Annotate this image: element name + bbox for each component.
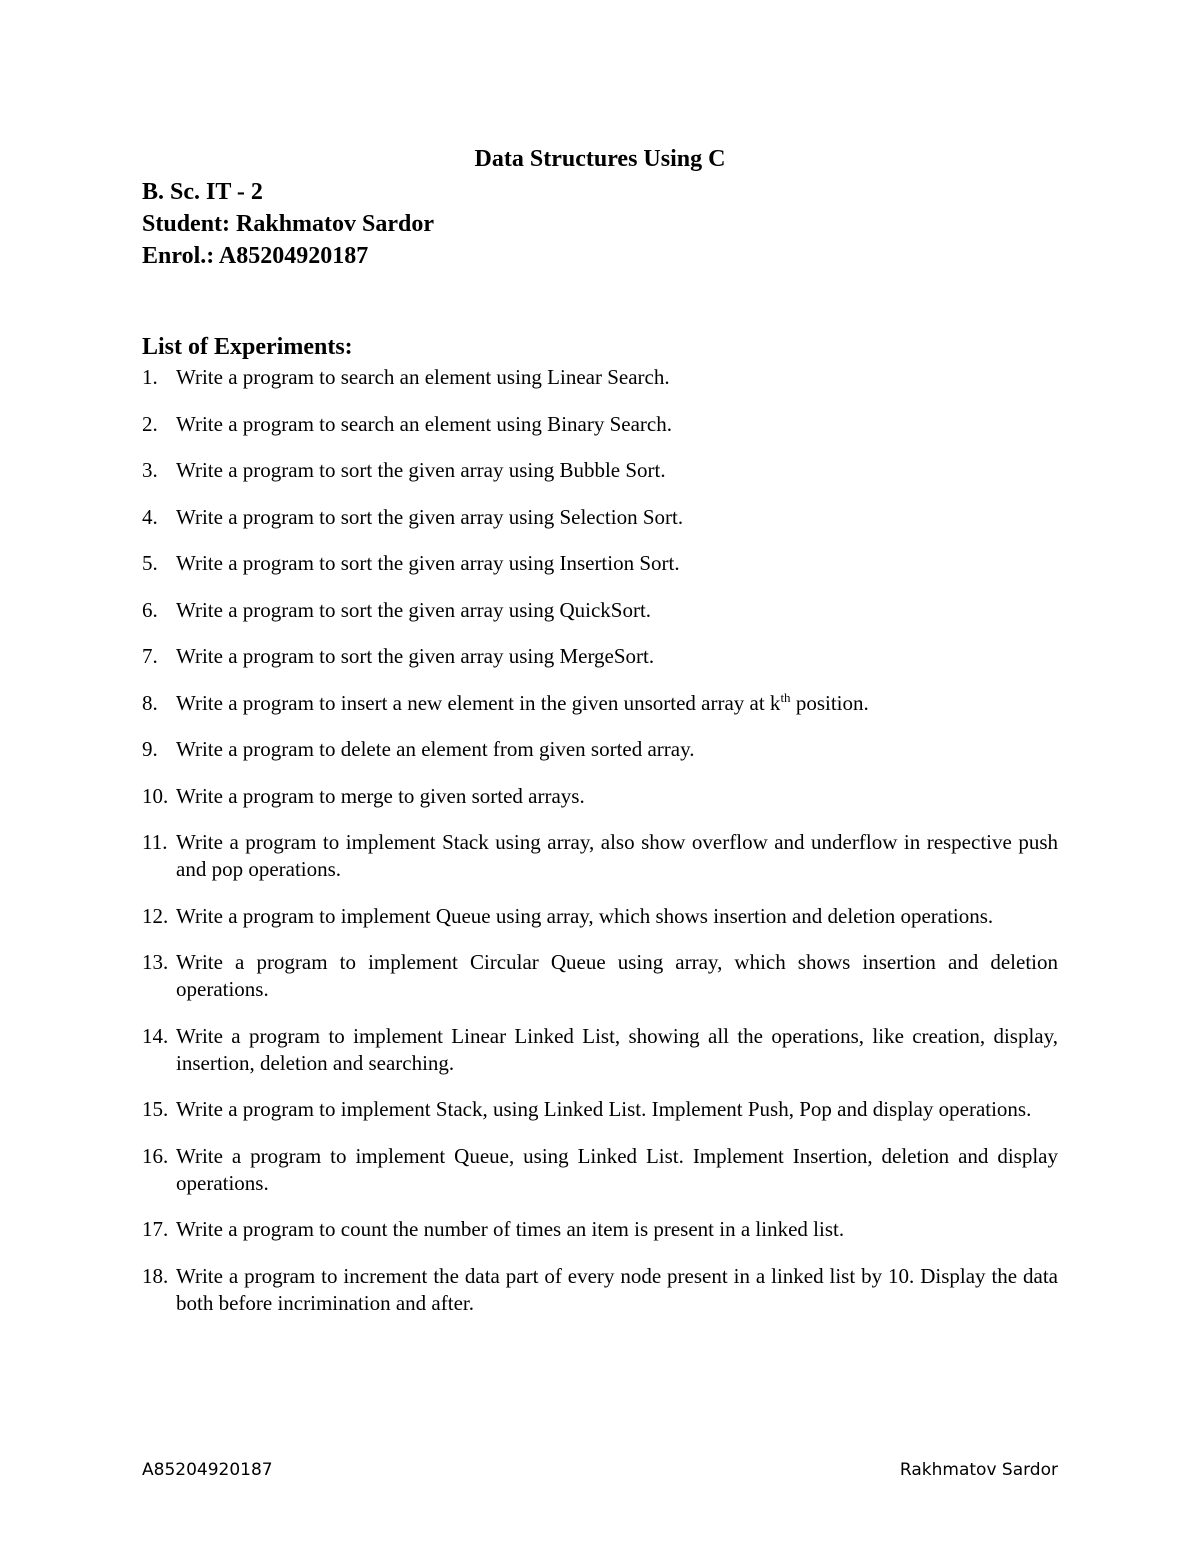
- student-info-block: [142, 176, 434, 272]
- experiment-item: [142, 411, 1058, 438]
- experiment-item: [142, 690, 1058, 717]
- experiment-text: Write a program to sort the given array using Insertion Sort.: [176, 551, 680, 575]
- course-line: B. Sc. IT - 2: [142, 179, 263, 205]
- experiment-item: [142, 504, 1058, 531]
- document-title: Data Structures Using C: [474, 146, 726, 172]
- experiment-item: [142, 829, 1058, 883]
- experiment-text: Write a program to count the number of times an item is present in a linked list.: [176, 1217, 845, 1241]
- experiment-text: Write a program to sort the given array using QuickSort.: [176, 597, 652, 622]
- experiment-text: [176, 691, 869, 715]
- experiment-number: 18.: [142, 1263, 169, 1288]
- experiment-text: Write a program to implement Queue, using Linked List. Implement Insertion, deletion and display operations.: [176, 1143, 1058, 1195]
- experiment-item: [142, 1023, 1058, 1077]
- experiment-text: Write a program to implement Circular Queue using array, which shows insertion and deletion operations.: [176, 950, 1058, 1001]
- experiment-item: [142, 550, 1058, 577]
- experiment-item: [142, 1096, 1058, 1123]
- experiment-number: 8.: [142, 690, 158, 715]
- experiment-text: Write a program to increment the data part of every node present in a linked list by 10. Display the data both before incrimination and after.: [176, 1263, 1058, 1315]
- experiment-number: 11.: [142, 830, 168, 854]
- experiment-text: Write a program to search an element using Binary Search.: [176, 411, 672, 436]
- experiment-number: 1.: [142, 365, 158, 389]
- experiment-text: Write a program to sort the given array using MergeSort.: [176, 644, 655, 668]
- superscript-ordinal: th: [780, 689, 791, 705]
- experiment-item: [142, 1216, 1058, 1243]
- experiment-item: [142, 597, 1058, 624]
- experiment-number: 3.: [142, 458, 158, 482]
- experiment-number: 7.: [142, 644, 158, 668]
- experiment-text: Write a program to sort the given array using Bubble Sort.: [176, 458, 666, 482]
- experiment-text: Write a program to sort the given array using Selection Sort.: [176, 504, 684, 529]
- experiment-item: [142, 364, 1058, 391]
- experiment-text: Write a program to implement Stack, using Linked List. Implement Push, Pop and display operations.: [176, 1097, 1032, 1121]
- experiment-item: [142, 1263, 1058, 1317]
- experiment-number: 5.: [142, 551, 158, 575]
- experiment-number: 10.: [142, 783, 169, 808]
- footer-enrolment: A85204920187: [142, 1460, 273, 1480]
- experiment-number: 13.: [142, 950, 169, 974]
- experiment-text: Write a program to delete an element from given sorted array.: [176, 737, 695, 761]
- experiment-text: Write a program to search an element using Linear Search.: [176, 365, 670, 389]
- experiments-heading: List of Experiments:: [142, 334, 353, 360]
- experiment-number: 14.: [142, 1023, 169, 1048]
- experiment-text: Write a program to implement Stack using array, also show overflow and underflow in respective push and pop operations.: [176, 830, 1058, 881]
- experiment-item: [142, 783, 1058, 810]
- footer-student-name: Rakhmatov Sardor: [899, 1460, 1058, 1480]
- student-name-line: Student: Rakhmatov Sardor: [142, 211, 435, 237]
- experiment-item: [142, 903, 1058, 930]
- experiment-number: 9.: [142, 737, 158, 761]
- experiment-item: [142, 736, 1058, 763]
- experiment-number: 15.: [142, 1097, 169, 1121]
- experiment-text: Write a program to implement Linear Linked List, showing all the operations, like creation, display, insertion, deletion and searching.: [176, 1023, 1058, 1075]
- experiments-list: [142, 364, 1058, 1336]
- enrolment-line: Enrol.: A85204920187: [142, 243, 369, 269]
- experiment-number: 12.: [142, 903, 169, 928]
- experiment-item: [142, 457, 1058, 484]
- experiment-number: 16.: [142, 1143, 169, 1168]
- experiment-item: [142, 643, 1058, 670]
- experiment-item: [142, 949, 1058, 1003]
- experiment-text-part: position.: [790, 690, 869, 715]
- experiment-item: [142, 1143, 1058, 1197]
- experiment-number: 6.: [142, 597, 158, 622]
- experiment-number: 2.: [142, 411, 158, 436]
- experiment-number: 17.: [142, 1217, 169, 1241]
- experiment-text-part: Write a program to insert a new element in the given unsorted array at k: [176, 690, 781, 715]
- experiment-text: Write a program to merge to given sorted arrays.: [176, 783, 585, 808]
- experiment-text: Write a program to implement Queue using array, which shows insertion and deletion operations.: [176, 903, 994, 928]
- experiment-number: 4.: [142, 504, 158, 529]
